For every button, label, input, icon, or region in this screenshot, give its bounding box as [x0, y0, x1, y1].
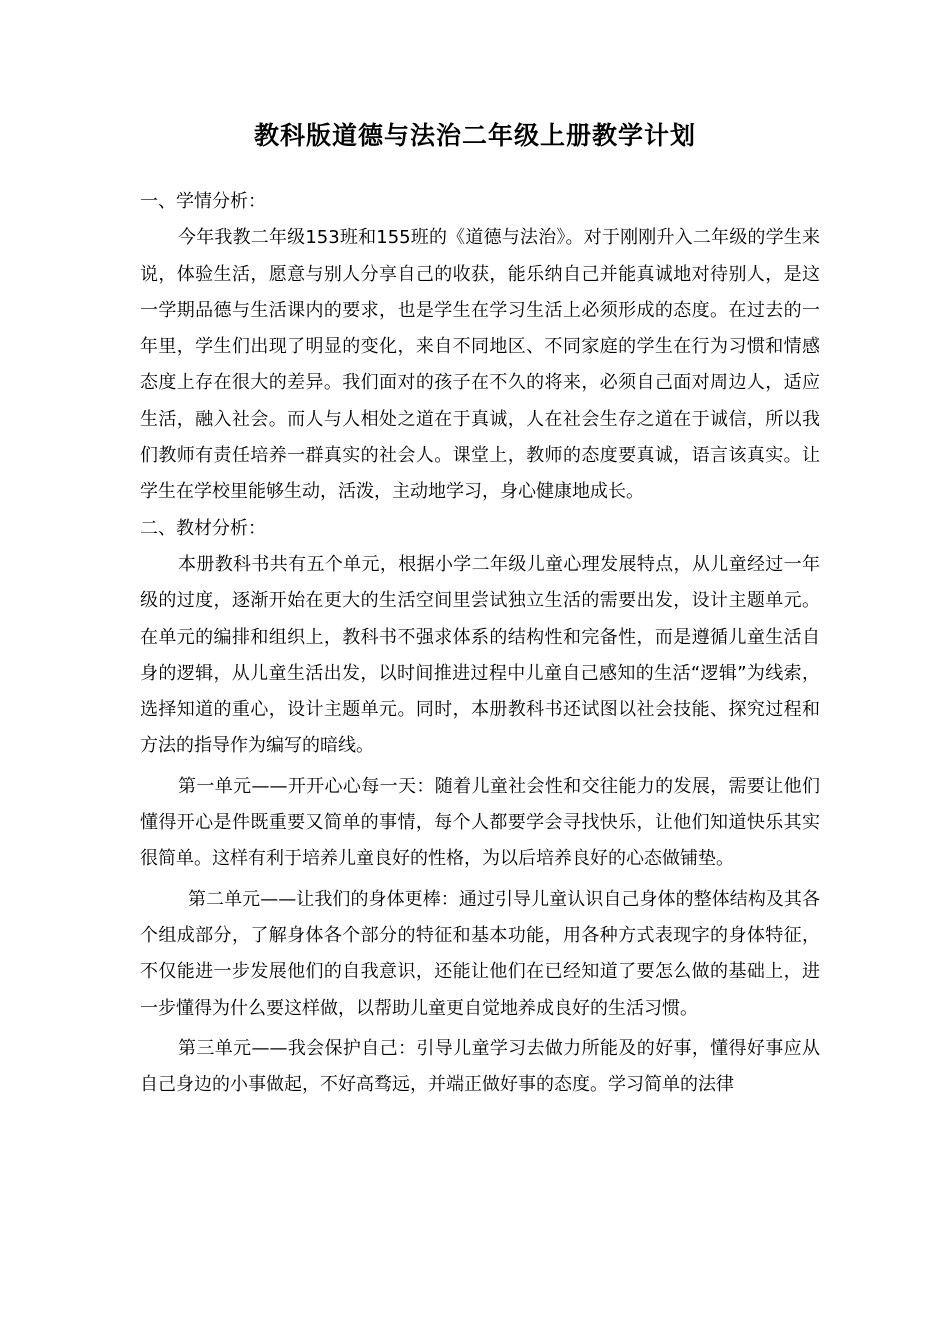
section-heading-student-analysis: 一、学情分析：: [140, 191, 266, 212]
paragraph-textbook-overview: 本册教科书共有五个单元，根据小学二年级儿童心理发展特点，从儿童经过一年级的过度，逐渐开始在更大的生活空间里尝试独立生活的需要出发，设计主题单元。在单元的编排和组织上，教科书不强求体系的结构性和完备性，而是遵循儿童生活自身的逻辑，从儿童生活出发，以时间推进过程中儿童自己感知的生活“逻辑”为线索，选择知道的重心，设计主题单元。同时，本册教科书还试图以社会技能、探究过程和方法的指导作为编写的暗线。: [140, 553, 820, 757]
document-title: 教科版道德与法治二年级上册教学计划: [253, 121, 696, 150]
document-body: [140, 184, 820, 1103]
paragraph-student-analysis: 今年我教二年级153班和155班的《道德与法治》。对于刚刚升入二年级的学生来说，体验生活，愿意与别人分享自己的收获，能乐纳自己并能真诚地对待别人，是这一学期品德与生活课内的要求，也是学生在学习生活上必须形成的态度。在过去的一年里，学生们出现了明显的变化，来自不同地区、不同家庭的学生在行为习惯和情感态度上存在很大的差异。我们面对的孩子在不久的将来，必须自己面对周边人，适应生活，融入社会。而人与人相处之道在于真诚，人在社会生存之道在于诚信，所以我们教师有责任培养一群真实的社会人。课堂上，教师的态度要真诚，语言该真实。让学生在学校里能够生动，活泼，主动地学习，身心健康地成长。: [140, 227, 820, 503]
paragraph-unit-three: 第三单元——我会保护自己：引导儿童学习去做力所能及的好事，懂得好事应从自己身边的小事做起，不好高骛远，并端正做好事的态度。学习简单的法律: [140, 1037, 820, 1096]
section-heading-textbook-analysis: 二、教材分析：: [140, 517, 266, 539]
paragraph-unit-two: 第二单元——让我们的身体更棒：通过引导儿童认识自己身体的整体结构及其各个组成部分，了解身体各个部分的特征和基本功能，用各种方式表现字的身体特征，不仅能进一步发展他们的自我意识，还能让他们在已经知道了要怎么做的基础上，进一步懂得为什么要这样做，以帮助儿童更自觉地养成良好的生活习惯。: [140, 888, 820, 1019]
paragraph-unit-one: 第一单元——开开心心每一天：随着儿童社会性和交往能力的发展，需要让他们懂得开心是件既重要又简单的事情，每个人都要学会寻找快乐，让他们知道快乐其实很简单。这样有利于培养儿童良好的性格，为以后培养良好的心态做铺垫。: [140, 775, 820, 870]
